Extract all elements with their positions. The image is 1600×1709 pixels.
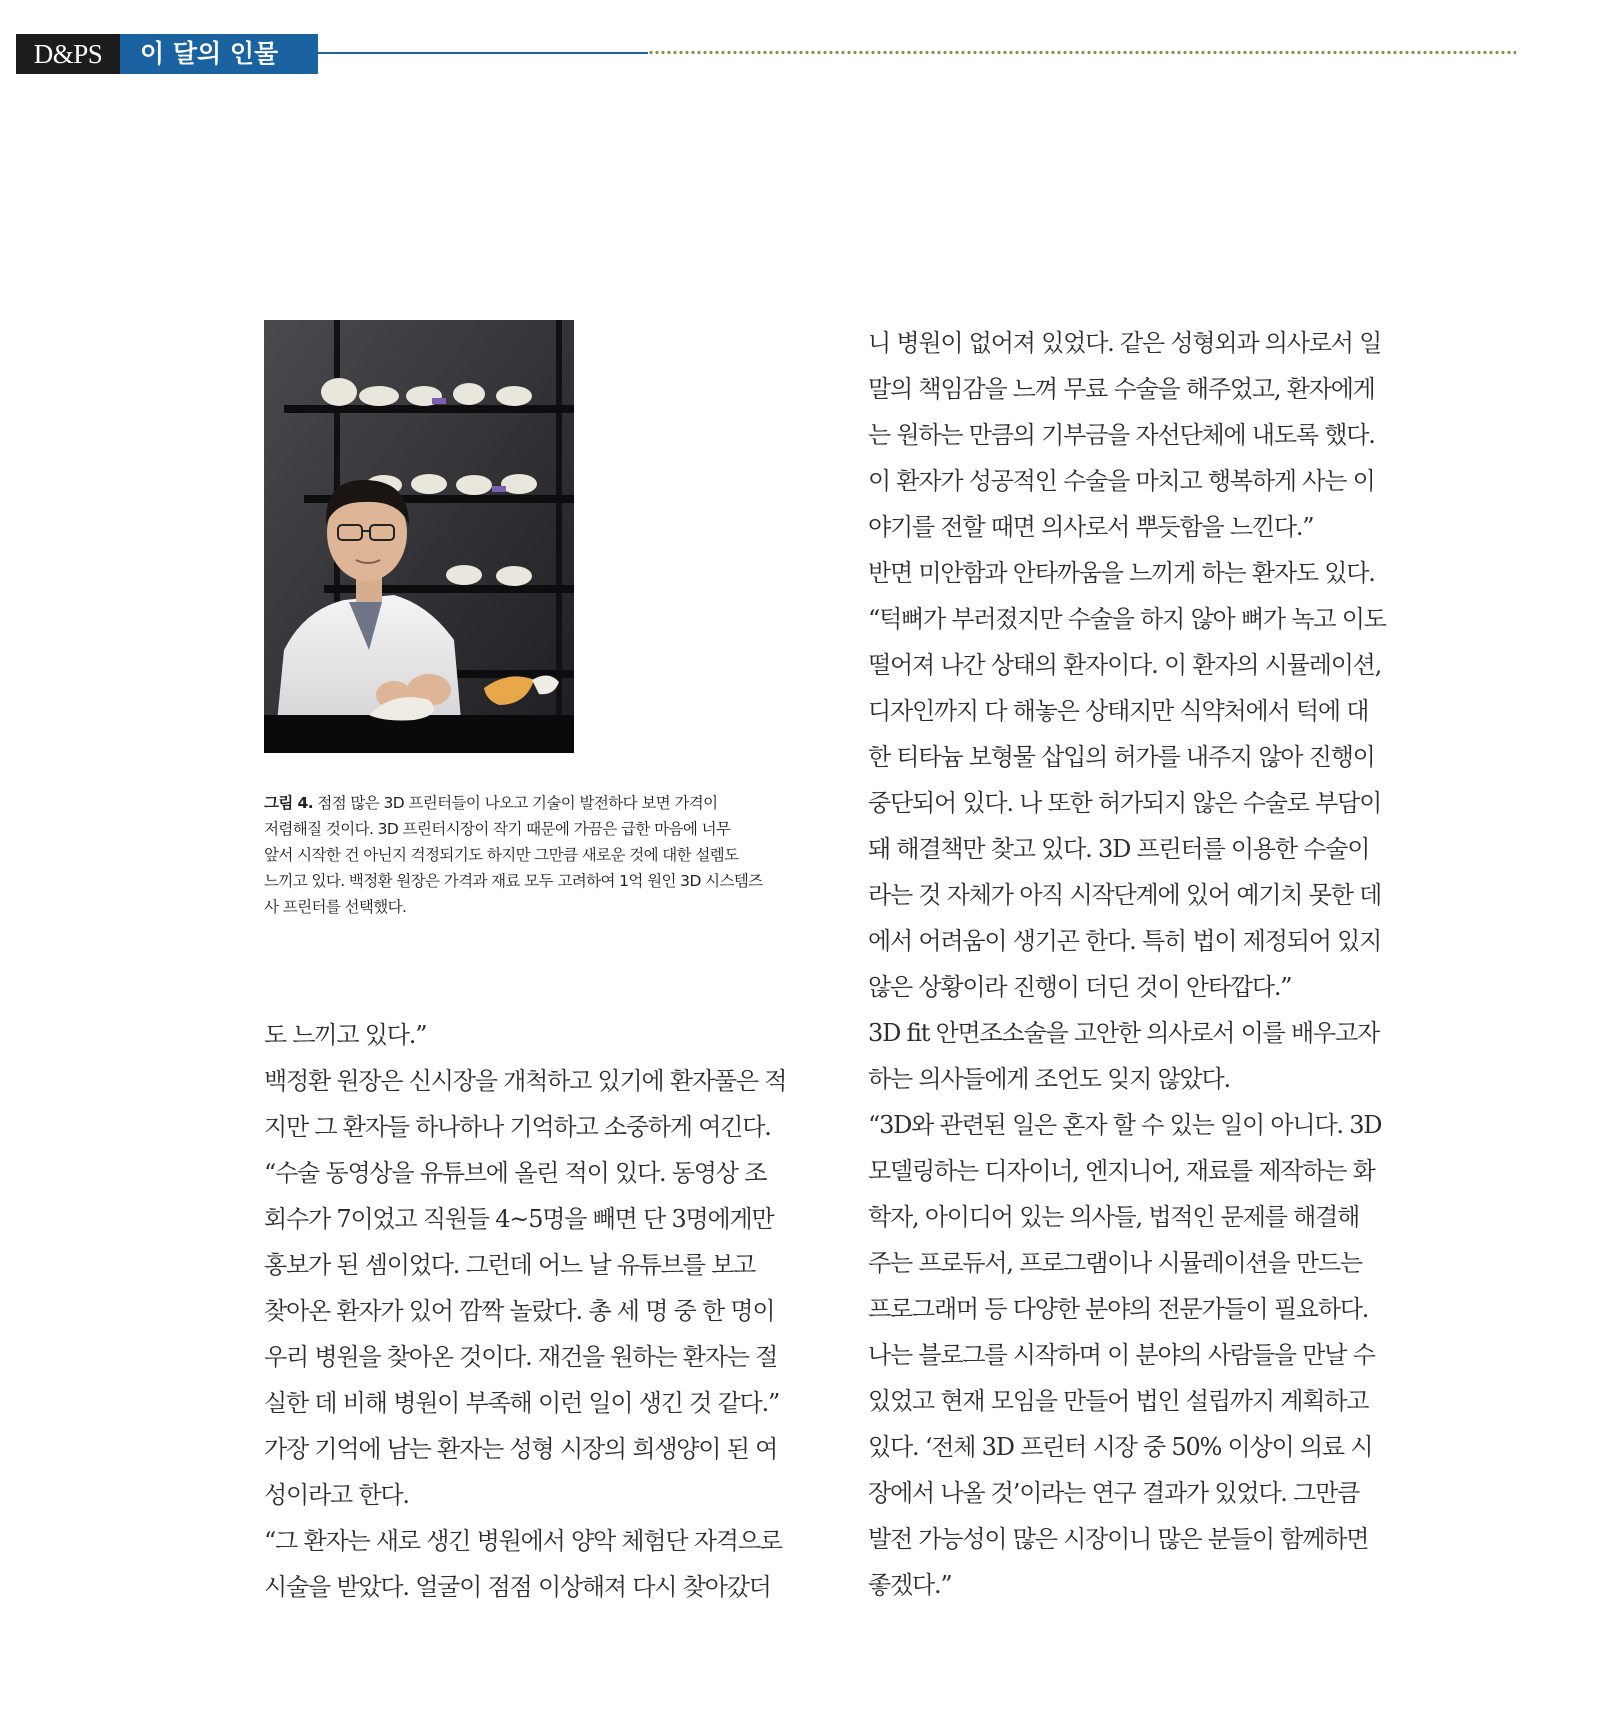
text-line: 떨어져 나간 상태의 환자이다. 이 환자의 시뮬레이션, bbox=[868, 651, 1382, 679]
text-line: 중단되어 있다. 나 또한 허가되지 않은 수술로 부담이 bbox=[868, 789, 1382, 817]
article-column-left bbox=[264, 1012, 824, 1610]
text-line: 않은 상황이라 진행이 더딘 것이 안타깝다.” bbox=[868, 973, 1292, 1001]
text-line: 한 티타늄 보형물 삽입의 허가를 내주지 않아 진행이 bbox=[868, 743, 1375, 771]
text-line: “3D와 관련된 일은 혼자 할 수 있는 일이 아니다. 3D bbox=[868, 1111, 1382, 1139]
text-line: 하는 의사들에게 조언도 잊지 않았다. bbox=[868, 1065, 1230, 1093]
text-line: 있었고 현재 모임을 만들어 법인 설립까지 계획하고 bbox=[868, 1387, 1369, 1415]
text-line: 반면 미안함과 안타까움을 느끼게 하는 환자도 있다. bbox=[868, 559, 1375, 587]
text-line: “턱뼈가 부러졌지만 수술을 하지 않아 뼈가 녹고 이도 bbox=[868, 605, 1386, 633]
header-rule bbox=[318, 52, 648, 54]
text-line: 돼 해결책만 찾고 있다. 3D 프린터를 이용한 수술이 bbox=[868, 835, 1370, 863]
text-line: 말의 책임감을 느껴 무료 수술을 해주었고, 환자에게 bbox=[868, 375, 1375, 403]
text-line: 디자인까지 다 해놓은 상태지만 식약처에서 턱에 대 bbox=[868, 697, 1369, 725]
text-line: 이 환자가 성공적인 수술을 마치고 행복하게 사는 이 bbox=[868, 467, 1375, 495]
text-line: 지만 그 환자들 하나하나 기억하고 소중하게 여긴다. bbox=[264, 1113, 771, 1141]
section-title: 이 달의 인물 bbox=[120, 34, 318, 74]
article-column-right bbox=[868, 320, 1428, 1608]
text-line: “그 환자는 새로 생긴 병원에서 양악 체험단 자격으로 bbox=[264, 1527, 782, 1555]
text-line: 가장 기억에 남는 환자는 성형 시장의 희생양이 된 여 bbox=[264, 1435, 778, 1463]
caption-text-1: 점점 많은 3D 프린터들이 나오고 기술이 발전하다 보면 가격이 bbox=[313, 794, 718, 812]
text-line: 찾아온 환자가 있어 깜짝 놀랐다. 총 세 명 중 한 명이 bbox=[264, 1297, 775, 1325]
text-line: 라는 것 자체가 아직 시작단계에 있어 예기치 못한 데 bbox=[868, 881, 1382, 909]
text-line: 니 병원이 없어져 있었다. 같은 성형외과 의사로서 일 bbox=[868, 329, 1382, 357]
text-line: 학자, 아이디어 있는 의사들, 법적인 문제를 해결해 bbox=[868, 1203, 1360, 1231]
text-line: 모델링하는 디자이너, 엔지니어, 재료를 제작하는 화 bbox=[868, 1157, 1375, 1185]
caption-line-5: 사 프린터를 선택했다. bbox=[264, 898, 407, 916]
header-dotted-rule bbox=[648, 50, 1516, 55]
text-line: 회수가 7이었고 직원들 4~5명을 빼면 단 3명에게만 bbox=[264, 1205, 774, 1233]
text-line: 주는 프로듀서, 프로그램이나 시뮬레이션을 만드는 bbox=[868, 1249, 1362, 1277]
figure-label: 그림 4. bbox=[264, 794, 314, 812]
text-line: 나는 블로그를 시작하며 이 분야의 사람들을 만날 수 bbox=[868, 1341, 1375, 1369]
text-line: 는 원하는 만큼의 기부금을 자선단체에 내도록 했다. bbox=[868, 421, 1375, 449]
text-line: 성이라고 한다. bbox=[264, 1481, 409, 1509]
text-line: 도 느끼고 있다.” bbox=[264, 1021, 427, 1049]
text-line: 시술을 받았다. 얼굴이 점점 이상해져 다시 찾아갔더 bbox=[264, 1573, 771, 1601]
photo-caption bbox=[264, 790, 824, 920]
doctor-photo bbox=[264, 320, 574, 753]
text-line: 3D fit 안면조소술을 고안한 의사로서 이를 배우고자 bbox=[868, 1019, 1379, 1047]
text-line: 실한 데 비해 병원이 부족해 이런 일이 생긴 것 같다.” bbox=[264, 1389, 780, 1417]
text-line: 에서 어려움이 생기곤 한다. 특히 법이 제정되어 있지 bbox=[868, 927, 1382, 955]
text-line: 우리 병원을 찾아온 것이다. 재건을 원하는 환자는 절 bbox=[264, 1343, 778, 1371]
caption-line-1 bbox=[264, 790, 824, 816]
text-line: 있다. ‘전체 3D 프린터 시장 중 50% 이상이 의료 시 bbox=[868, 1433, 1373, 1461]
caption-line-2: 저렴해질 것이다. 3D 프린터시장이 작기 때문에 가끔은 급한 마음에 너무 bbox=[264, 820, 731, 838]
text-line: 프로그래머 등 다양한 분야의 전문가들이 필요하다. bbox=[868, 1295, 1369, 1323]
page-header bbox=[16, 34, 1516, 74]
text-line: 백정환 원장은 신시장을 개척하고 있기에 환자풀은 적 bbox=[264, 1067, 787, 1095]
text-line: 좋겠다.” bbox=[868, 1571, 952, 1599]
text-line: “수술 동영상을 유튜브에 올린 적이 있다. 동영상 조 bbox=[264, 1159, 767, 1187]
caption-line-3: 앞서 시작한 건 아닌지 걱정되기도 하지만 그만큼 새로운 것에 대한 설렘도 bbox=[264, 846, 739, 864]
doctor-photo-illustration bbox=[264, 320, 574, 753]
text-line: 장에서 나올 것’이라는 연구 결과가 있었다. 그만큼 bbox=[868, 1479, 1360, 1507]
caption-line-4: 느끼고 있다. 백정환 원장은 가격과 재료 모두 고려하여 1억 원인 3D 시스템즈 bbox=[264, 872, 763, 890]
text-line: 발전 가능성이 많은 시장이니 많은 분들이 함께하면 bbox=[868, 1525, 1369, 1553]
text-line: 야기를 전할 때면 의사로서 뿌듯함을 느낀다.” bbox=[868, 513, 1314, 541]
magazine-logo: D&PS bbox=[16, 34, 120, 74]
text-line: 홍보가 된 셈이었다. 그런데 어느 날 유튜브를 보고 bbox=[264, 1251, 756, 1279]
